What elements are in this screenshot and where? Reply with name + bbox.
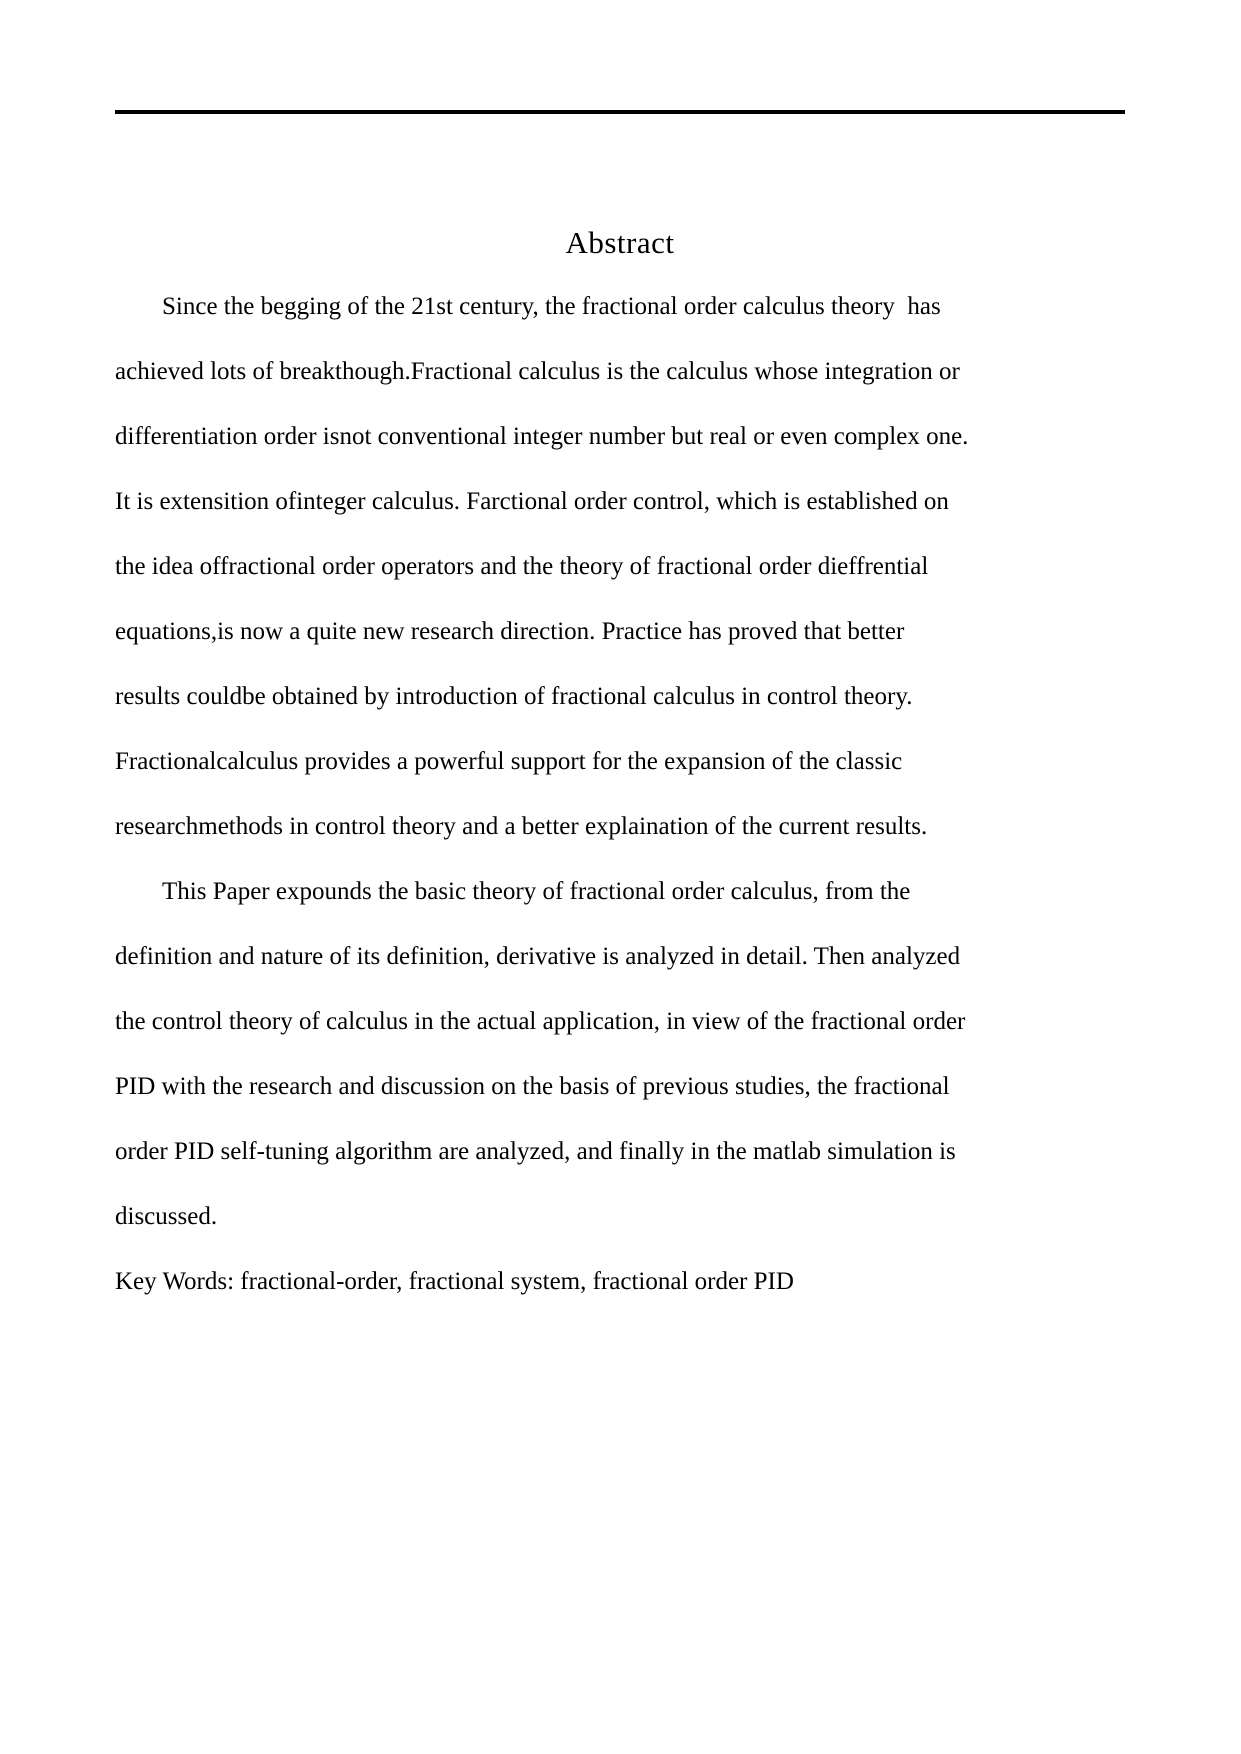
text-line: order PID self-tuning algorithm are analyzed, and finally in the matlab simulation is xyxy=(115,1138,956,1165)
text-line: This Paper expounds the basic theory of fractional order calculus, from the xyxy=(162,878,911,905)
text-line: definition and nature of its definition, derivative is analyzed in detail. Then analyzed xyxy=(115,943,961,970)
paragraph xyxy=(115,859,1129,1249)
document-body xyxy=(115,274,1129,1314)
keywords-line: Key Words: fractional-order, fractional system, fractional order PID xyxy=(115,1268,794,1295)
text-line: equations,is now a quite new research direction. Practice has proved that better xyxy=(115,618,905,645)
text-line: researchmethods in control theory and a better explaination of the current results. xyxy=(115,813,928,840)
header-rule xyxy=(115,110,1125,114)
text-line: results couldbe obtained by introduction of fractional calculus in control theory. xyxy=(115,683,913,710)
text-line: PID with the research and discussion on the basis of previous studies, the fractional xyxy=(115,1073,950,1100)
text-line: the idea offractional order operators and the theory of fractional order dieffrential xyxy=(115,553,929,580)
text-line: Since the begging of the 21st century, the fractional order calculus theory has xyxy=(162,293,941,320)
text-line: Fractionalcalculus provides a powerful support for the expansion of the classic xyxy=(115,748,903,775)
page-title: Abstract xyxy=(565,225,675,260)
paragraphs-container xyxy=(115,274,1129,1249)
text-line: discussed. xyxy=(115,1203,218,1230)
paragraph xyxy=(115,274,1129,859)
text-line: the control theory of calculus in the actual application, in view of the fractional order xyxy=(115,1008,966,1035)
text-line: differentiation order isnot conventional integer number but real or even complex one. xyxy=(115,423,969,450)
text-line: achieved lots of breakthough.Fractional calculus is the calculus whose integration or xyxy=(115,358,960,385)
text-line: It is extensition ofinteger calculus. Farctional order control, which is established on xyxy=(115,488,949,515)
